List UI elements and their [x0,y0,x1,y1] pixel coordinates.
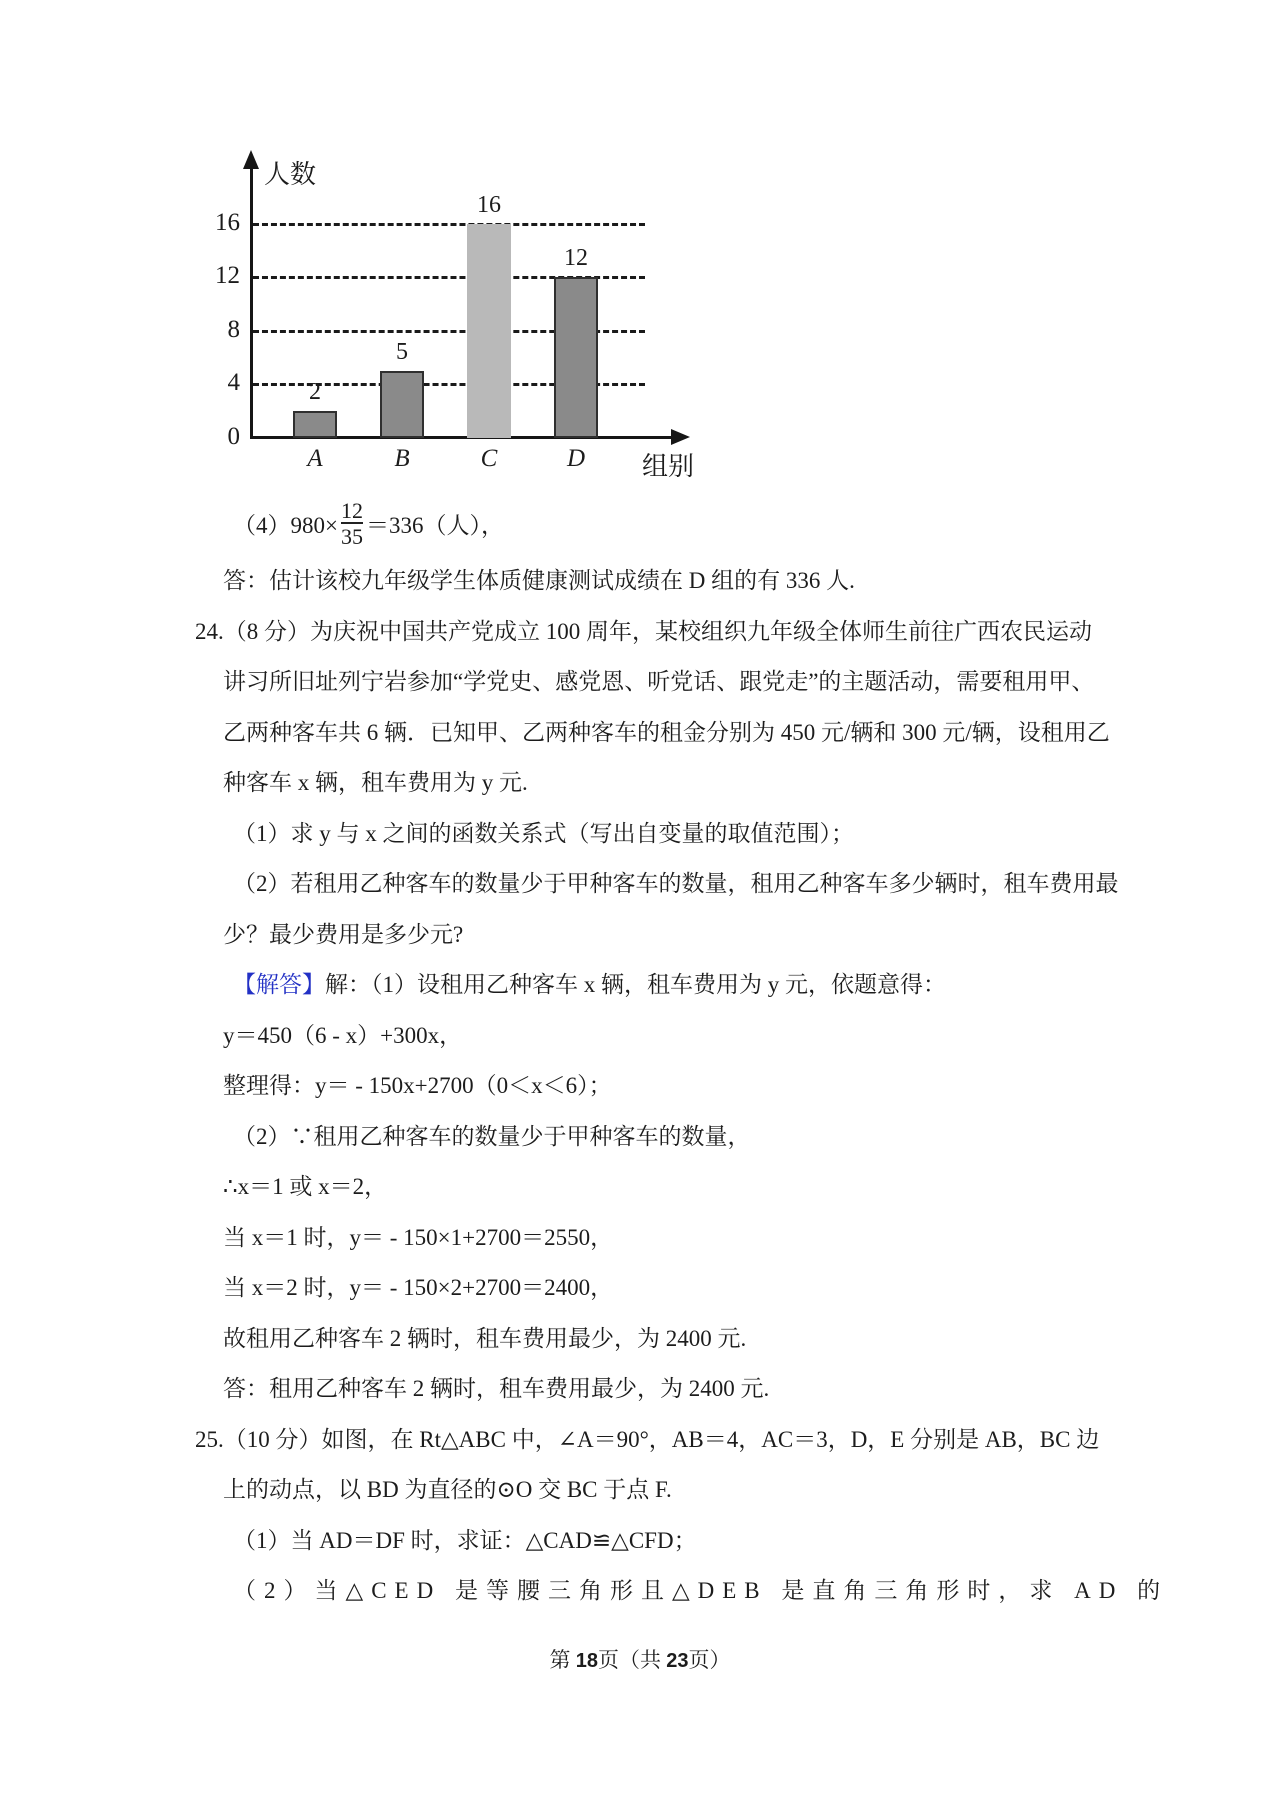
footer-text: 页（共 [598,1648,667,1672]
equation-line-1: y＝450（6 - x）+300x， [223,1022,463,1048]
conclusion-line: 故租用乙种客车 2 辆时，租车费用最少，为 2400 元. [223,1325,747,1351]
formula-line [233,491,504,555]
category-label: C [480,445,498,472]
x-axis-label: 组别 [642,452,695,481]
case-x2-line: 当 x＝2 时，y＝ - 150×2+2700＝2400， [223,1275,614,1300]
chart-bar [467,224,511,438]
problem-24-part-2: （2）若租用乙种客车的数量少于甲种客车的数量，租用乙种客车多少辆时，租车费用最 [233,871,1119,896]
y-tick-label: 8 [227,315,240,343]
total-pages: 23 [666,1650,689,1672]
footer-text: 页） [688,1648,731,1672]
y-axis [250,168,253,439]
therefore-line: ∴x＝1 或 x＝2， [223,1174,388,1199]
bar-value-label: 2 [309,379,321,406]
chart-bar [554,277,598,438]
solution-tag: 【解答】 [233,972,325,997]
bar-value-label: 12 [564,245,588,272]
answer-line-336: 答：估计该校九年级学生体质健康测试成绩在 D 组的有 336 人. [223,568,855,593]
problem-24-part-2-cont: 少？最少费用是多少元? [223,921,464,947]
fraction-numerator: 12 [340,497,363,523]
problem-24-line-2: 讲习所旧址列宁岩参加“学党史、感党恩、听党话、跟党走”的主题活动，需要租用甲、 [223,669,1095,694]
problem-25-part-1: （1）当 AD＝DF 时，求证：△CAD≌△CFD； [233,1527,697,1553]
problem-25-part-2: （2）当△CED 是等腰三角形且△DEB 是直角三角形时，求 AD 的 [233,1578,1169,1603]
grid-line [253,223,645,226]
problem-25-line-2: 上的动点，以 BD 为直径的⊙O 交 BC 于点 F. [223,1477,672,1502]
page-number: 18 [575,1650,598,1672]
problem-24-line-4: 种客车 x 辆，租车费用为 y 元. [223,770,528,795]
solution-text: 解：（1）设租用乙种客车 x 辆，租车费用为 y 元，依题意得： [325,972,946,997]
answer-line-2400: 答：租用乙种客车 2 辆时，租车费用最少，为 2400 元. [223,1376,770,1401]
y-axis-label: 人数 [264,160,317,189]
problem-24-line-1: 24.（8 分）为庆祝中国共产党成立 100 周年，某校组织九年级全体师生前往广西农民运动 [195,618,1092,644]
y-tick-label: 4 [227,369,240,397]
category-label: D [566,445,586,472]
problem-24-line-3: 乙两种客车共 6 辆．已知甲、乙两种客车的租金分别为 450 元/辆和 300 元/辆，设租用乙 [223,719,1110,745]
x-axis-arrow-icon [671,429,690,445]
category-label: B [394,445,410,472]
chart-bar [380,371,424,438]
solution-line [233,960,1170,1011]
equation-line-2: 整理得：y＝ - 150x+2700（0＜x＜6）； [223,1073,612,1098]
formula-prefix: （4）980× [233,512,338,538]
document-body [195,556,1170,1617]
category-label: A [307,445,323,472]
bar-value-label: 5 [396,339,408,365]
bar-chart [0,0,1280,523]
problem-25-line-1: 25.（10 分）如图，在 Rt△ABC 中，∠A＝90°，AB＝4，AC＝3，D，E 分别是 AB，BC 边 [195,1426,1100,1452]
formula-suffix: ＝336（人）， [365,512,504,538]
bar-value-label: 16 [477,191,501,218]
footer-text: 第 [549,1648,576,1672]
solution-part-2: （2）∵租用乙种客车的数量少于甲种客车的数量， [233,1123,751,1149]
y-tick-label: 16 [215,208,240,236]
y-axis-arrow-icon [243,150,259,169]
fraction-denominator: 35 [340,523,363,549]
fraction [341,499,363,548]
case-x1-line: 当 x＝1 时，y＝ - 150×1+2700＝2550， [223,1224,614,1250]
chart-bar [293,411,337,438]
y-tick-label: 0 [227,423,240,450]
page-footer [0,1645,1280,1676]
problem-24-part-1: （1）求 y 与 x 之间的函数关系式（写出自变量的取值范围）； [233,820,854,846]
y-tick-label: 12 [215,262,240,290]
